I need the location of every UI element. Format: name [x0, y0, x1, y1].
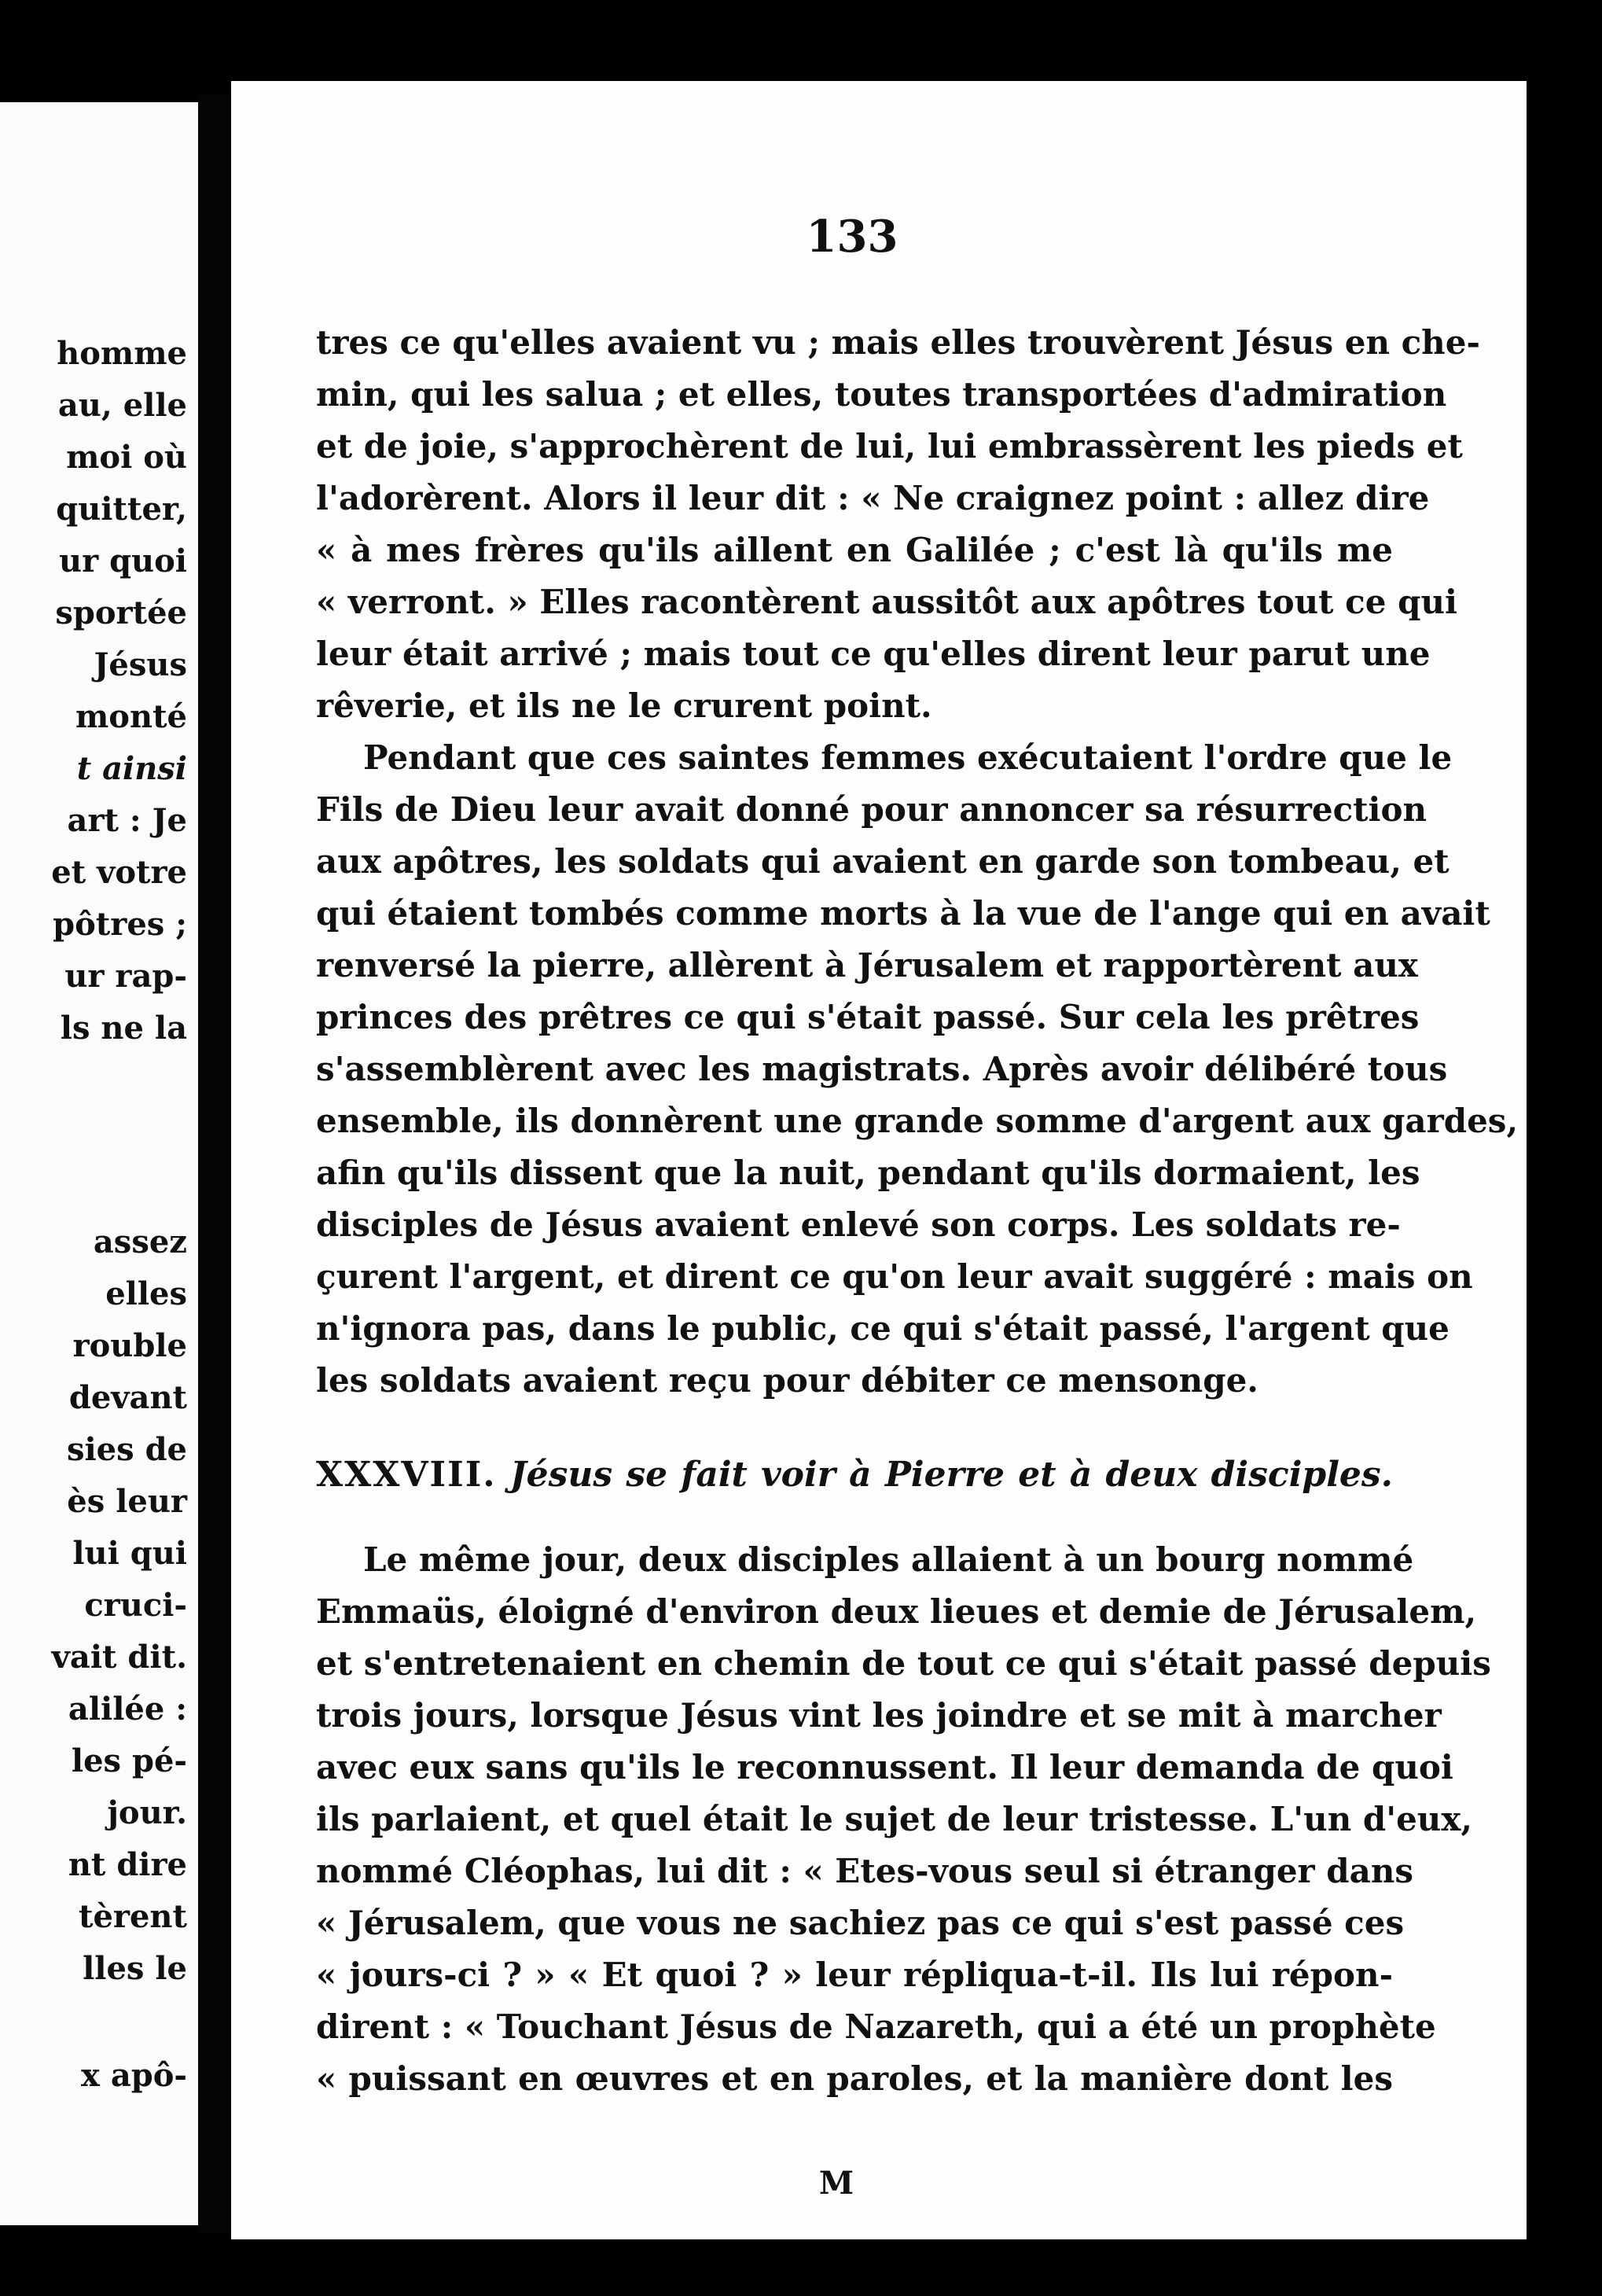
previous-page-line: assez [93, 1223, 187, 1260]
text-line: dirent : « Touchant Jésus de Nazareth, qui a été un prophète [316, 2007, 1436, 2046]
previous-page-line: moi où [66, 439, 187, 476]
text-line: ils parlaient, et quel était le sujet de leur tristesse. L'un d'eux, [316, 1800, 1473, 1838]
text-line: Pendant que ces saintes femmes exécutaient l'ordre que le [363, 738, 1453, 777]
previous-page-line: Jésus [94, 646, 187, 683]
book-page [231, 81, 1527, 2239]
text-line: s'assemblèrent avec les magistrats. Après avoir délibéré tous [316, 1050, 1448, 1088]
text-line: leur était arrivé ; mais tout ce qu'elles dirent leur parut une [316, 635, 1431, 673]
previous-page-line: elles [105, 1275, 187, 1312]
text-line: rêverie, et ils ne le crurent point. [316, 686, 932, 725]
signature-mark: M [818, 2165, 854, 2202]
previous-page-line: ur rap- [64, 958, 187, 995]
book-gutter [198, 94, 231, 2233]
text-line: tres ce qu'elles avaient vu ; mais elles trouvèrent Jésus en che- [316, 323, 1480, 362]
text-line: « Jérusalem, que vous ne sachiez pas ce qui s'est passé ces [316, 1904, 1405, 1942]
text-line: nommé Cléophas, lui dit : « Etes-vous seul si étranger dans [316, 1852, 1414, 1890]
text-line: afin qu'ils dissent que la nuit, pendant qu'ils dormaient, les [316, 1154, 1420, 1192]
previous-page-line: quitter, [56, 491, 187, 528]
text-line: aux apôtres, les soldats qui avaient en garde son tombeau, et [316, 842, 1450, 881]
previous-page-line: cruci- [84, 1587, 187, 1624]
previous-page-line: jour. [107, 1794, 187, 1831]
text-line: n'ignora pas, dans le public, ce qui s'était passé, l'argent que [316, 1309, 1450, 1348]
text-line: avec eux sans qu'ils le reconnussent. Il leur demanda de quoi [316, 1748, 1453, 1786]
text-line: et s'entretenaient en chemin de tout ce qui s'était passé depuis [316, 1644, 1491, 1683]
previous-page-line: sportée [55, 594, 187, 631]
text-line: les soldats avaient reçu pour débiter ce mensonge. [316, 1361, 1258, 1400]
previous-page-line: homme [57, 335, 187, 372]
previous-page-line: devant [68, 1379, 187, 1416]
previous-page-line: tèrent [78, 1898, 187, 1935]
text-line: Le même jour, deux disciples allaient à un bourg nommé [363, 1540, 1414, 1579]
previous-page-line: lles le [83, 1950, 187, 1987]
text-line: « jours-ci ? » « Et quoi ? » leur répliqua-t-il. Ils lui répon- [316, 1956, 1393, 1994]
previous-page-line: monté [75, 698, 187, 735]
paragraph-1 [316, 317, 1480, 732]
text-line: ensemble, ils donnèrent une grande somme d'argent aux gardes, [316, 1102, 1519, 1140]
previous-page-line: lui qui [72, 1535, 187, 1572]
chapter-heading [316, 1448, 1393, 1503]
paragraph-2 [316, 732, 1519, 1407]
previous-page-line: sies de [66, 1431, 187, 1468]
text-line: et de joie, s'approchèrent de lui, lui embrassèrent les pieds et [316, 427, 1463, 465]
previous-page-line: pôtres ; [53, 906, 187, 943]
text-line: Fils de Dieu leur avait donné pour annoncer sa résurrection [316, 790, 1427, 829]
previous-page-line: x apô- [81, 2057, 187, 2094]
previous-page-line: ès leur [67, 1483, 187, 1520]
text-line: çurent l'argent, et dirent ce qu'on leur avait suggéré : mais on [316, 1257, 1473, 1296]
previous-page-line: les pé- [71, 1742, 187, 1779]
text-line: princes des prêtres ce qui s'était passé. Sur cela les prêtres [316, 998, 1420, 1036]
previous-page-line: nt dire [68, 1846, 187, 1883]
chapter-title: Jésus se fait voir à Pierre et à deux disciples. [509, 1455, 1393, 1495]
text-line: l'adorèrent. Alors il leur dit : « Ne craignez point : allez dire [316, 479, 1430, 517]
text-line: qui étaient tombés comme morts à la vue de l'ange qui en avait [316, 894, 1490, 933]
previous-page-line: t ainsi [76, 750, 187, 787]
text-line: « verront. » Elles racontèrent aussitôt aux apôtres tout ce qui [316, 583, 1457, 621]
previous-page-line: ls ne la [60, 1010, 187, 1047]
text-line: « à mes frères qu'ils aillent en Galilée ; c'est là qu'ils me [316, 531, 1393, 569]
previous-page-line: ur quoi [58, 543, 187, 580]
page-text [316, 317, 1519, 2105]
previous-page-line: rouble [72, 1327, 187, 1364]
previous-page-line: art : Je [67, 802, 187, 839]
previous-page-line: au, elle [57, 387, 187, 424]
previous-page-edge [0, 102, 198, 2225]
previous-page-line: et votre [51, 854, 187, 891]
previous-page-line: alilée : [68, 1691, 187, 1728]
scan-border [1527, 0, 1602, 2296]
page-number: 133 [806, 211, 898, 263]
text-line: renversé la pierre, allèrent à Jérusalem et rapportèrent aux [316, 946, 1418, 984]
previous-page-line: vait dit. [51, 1639, 187, 1676]
text-line: Emmaüs, éloigné d'environ deux lieues et demie de Jérusalem, [316, 1592, 1477, 1631]
text-line: trois jours, lorsque Jésus vint les joindre et se mit à marcher [316, 1696, 1442, 1735]
text-line: disciples de Jésus avaient enlevé son corps. Les soldats re- [316, 1205, 1401, 1244]
chapter-number: XXXVIII. [316, 1455, 497, 1495]
paragraph-3 [316, 1534, 1491, 2105]
text-line: min, qui les salua ; et elles, toutes transportées d'admiration [316, 375, 1447, 414]
text-line: « puissant en œuvres et en paroles, et la manière dont les [316, 2059, 1393, 2098]
